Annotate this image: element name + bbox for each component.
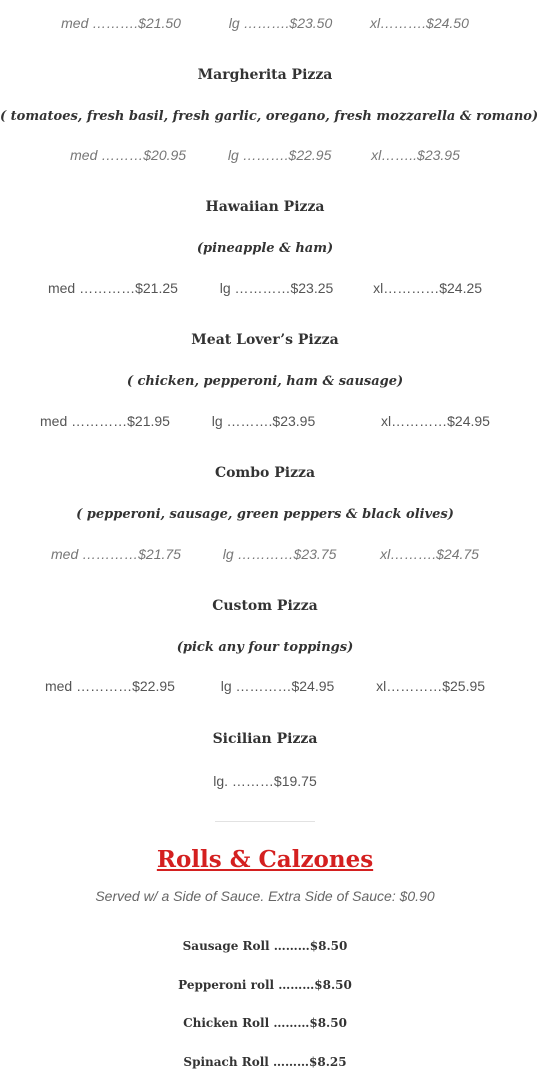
item-description: ( pepperoni, sausage, green peppers & black olives) <box>76 507 454 522</box>
price-large: lg. ………$19.75 <box>213 773 317 789</box>
item-description: ( chicken, pepperoni, ham & sausage) <box>126 374 404 389</box>
price-row <box>0 413 530 429</box>
price-medium: med …………$21.95 <box>40 413 170 429</box>
price-row <box>0 678 530 694</box>
item-title: Custom Pizza <box>212 598 318 614</box>
price-large: lg …………$23.75 <box>222 546 337 562</box>
menu-item: Pepperoni roll ………$8.50 <box>178 978 352 992</box>
price-xlarge: xl…………$24.25 <box>373 280 483 296</box>
price-row <box>0 147 530 163</box>
price-large: lg …………$24.95 <box>220 678 335 694</box>
section-divider <box>215 821 315 822</box>
menu-item: Sausage Roll ………$8.50 <box>182 939 348 953</box>
price-large: lg ……….$23.50 <box>228 15 333 31</box>
price-medium: med ……….$21.50 <box>61 15 181 31</box>
price-medium: med …………$21.25 <box>47 280 178 296</box>
menu-item: Chicken Roll ………$8.50 <box>183 1016 347 1030</box>
section-title: Rolls & Calzones <box>156 846 374 873</box>
item-description: (pick any four toppings) <box>176 640 354 655</box>
price-large: lg ……….$23.95 <box>211 413 316 429</box>
price-row <box>0 546 530 562</box>
price-xlarge: xl……….$24.50 <box>370 15 469 31</box>
item-title: Combo Pizza <box>214 465 316 481</box>
price-medium: med …………$21.75 <box>51 546 181 562</box>
section-subtitle: Served w/ a Side of Sauce. Extra Side of Sauce: $0.90 <box>95 888 435 904</box>
item-description: ( tomatoes, fresh basil, fresh garlic, oregano, fresh mozzarella & romano) <box>0 109 539 124</box>
item-title: Margherita Pizza <box>197 67 333 83</box>
price-xlarge: xl…………$24.95 <box>381 413 490 429</box>
price-row <box>0 773 530 789</box>
item-title: Meat Lover’s Pizza <box>191 332 339 348</box>
price-xlarge: xl……..$23.95 <box>371 147 460 163</box>
menu-item: Spinach Roll ………$8.25 <box>183 1055 347 1069</box>
price-large: lg ……….$22.95 <box>227 147 332 163</box>
price-row <box>0 280 530 296</box>
item-title: Hawaiian Pizza <box>205 199 325 215</box>
item-title: Sicilian Pizza <box>212 731 318 747</box>
price-xlarge: xl…………$25.95 <box>376 678 486 694</box>
price-row <box>0 15 530 31</box>
price-medium: med ………$20.95 <box>70 147 187 163</box>
item-description: (pineapple & ham) <box>196 241 334 256</box>
price-medium: med …………$22.95 <box>44 678 175 694</box>
price-xlarge: xl……….$24.75 <box>380 546 479 562</box>
price-large: lg …………$23.25 <box>219 280 334 296</box>
